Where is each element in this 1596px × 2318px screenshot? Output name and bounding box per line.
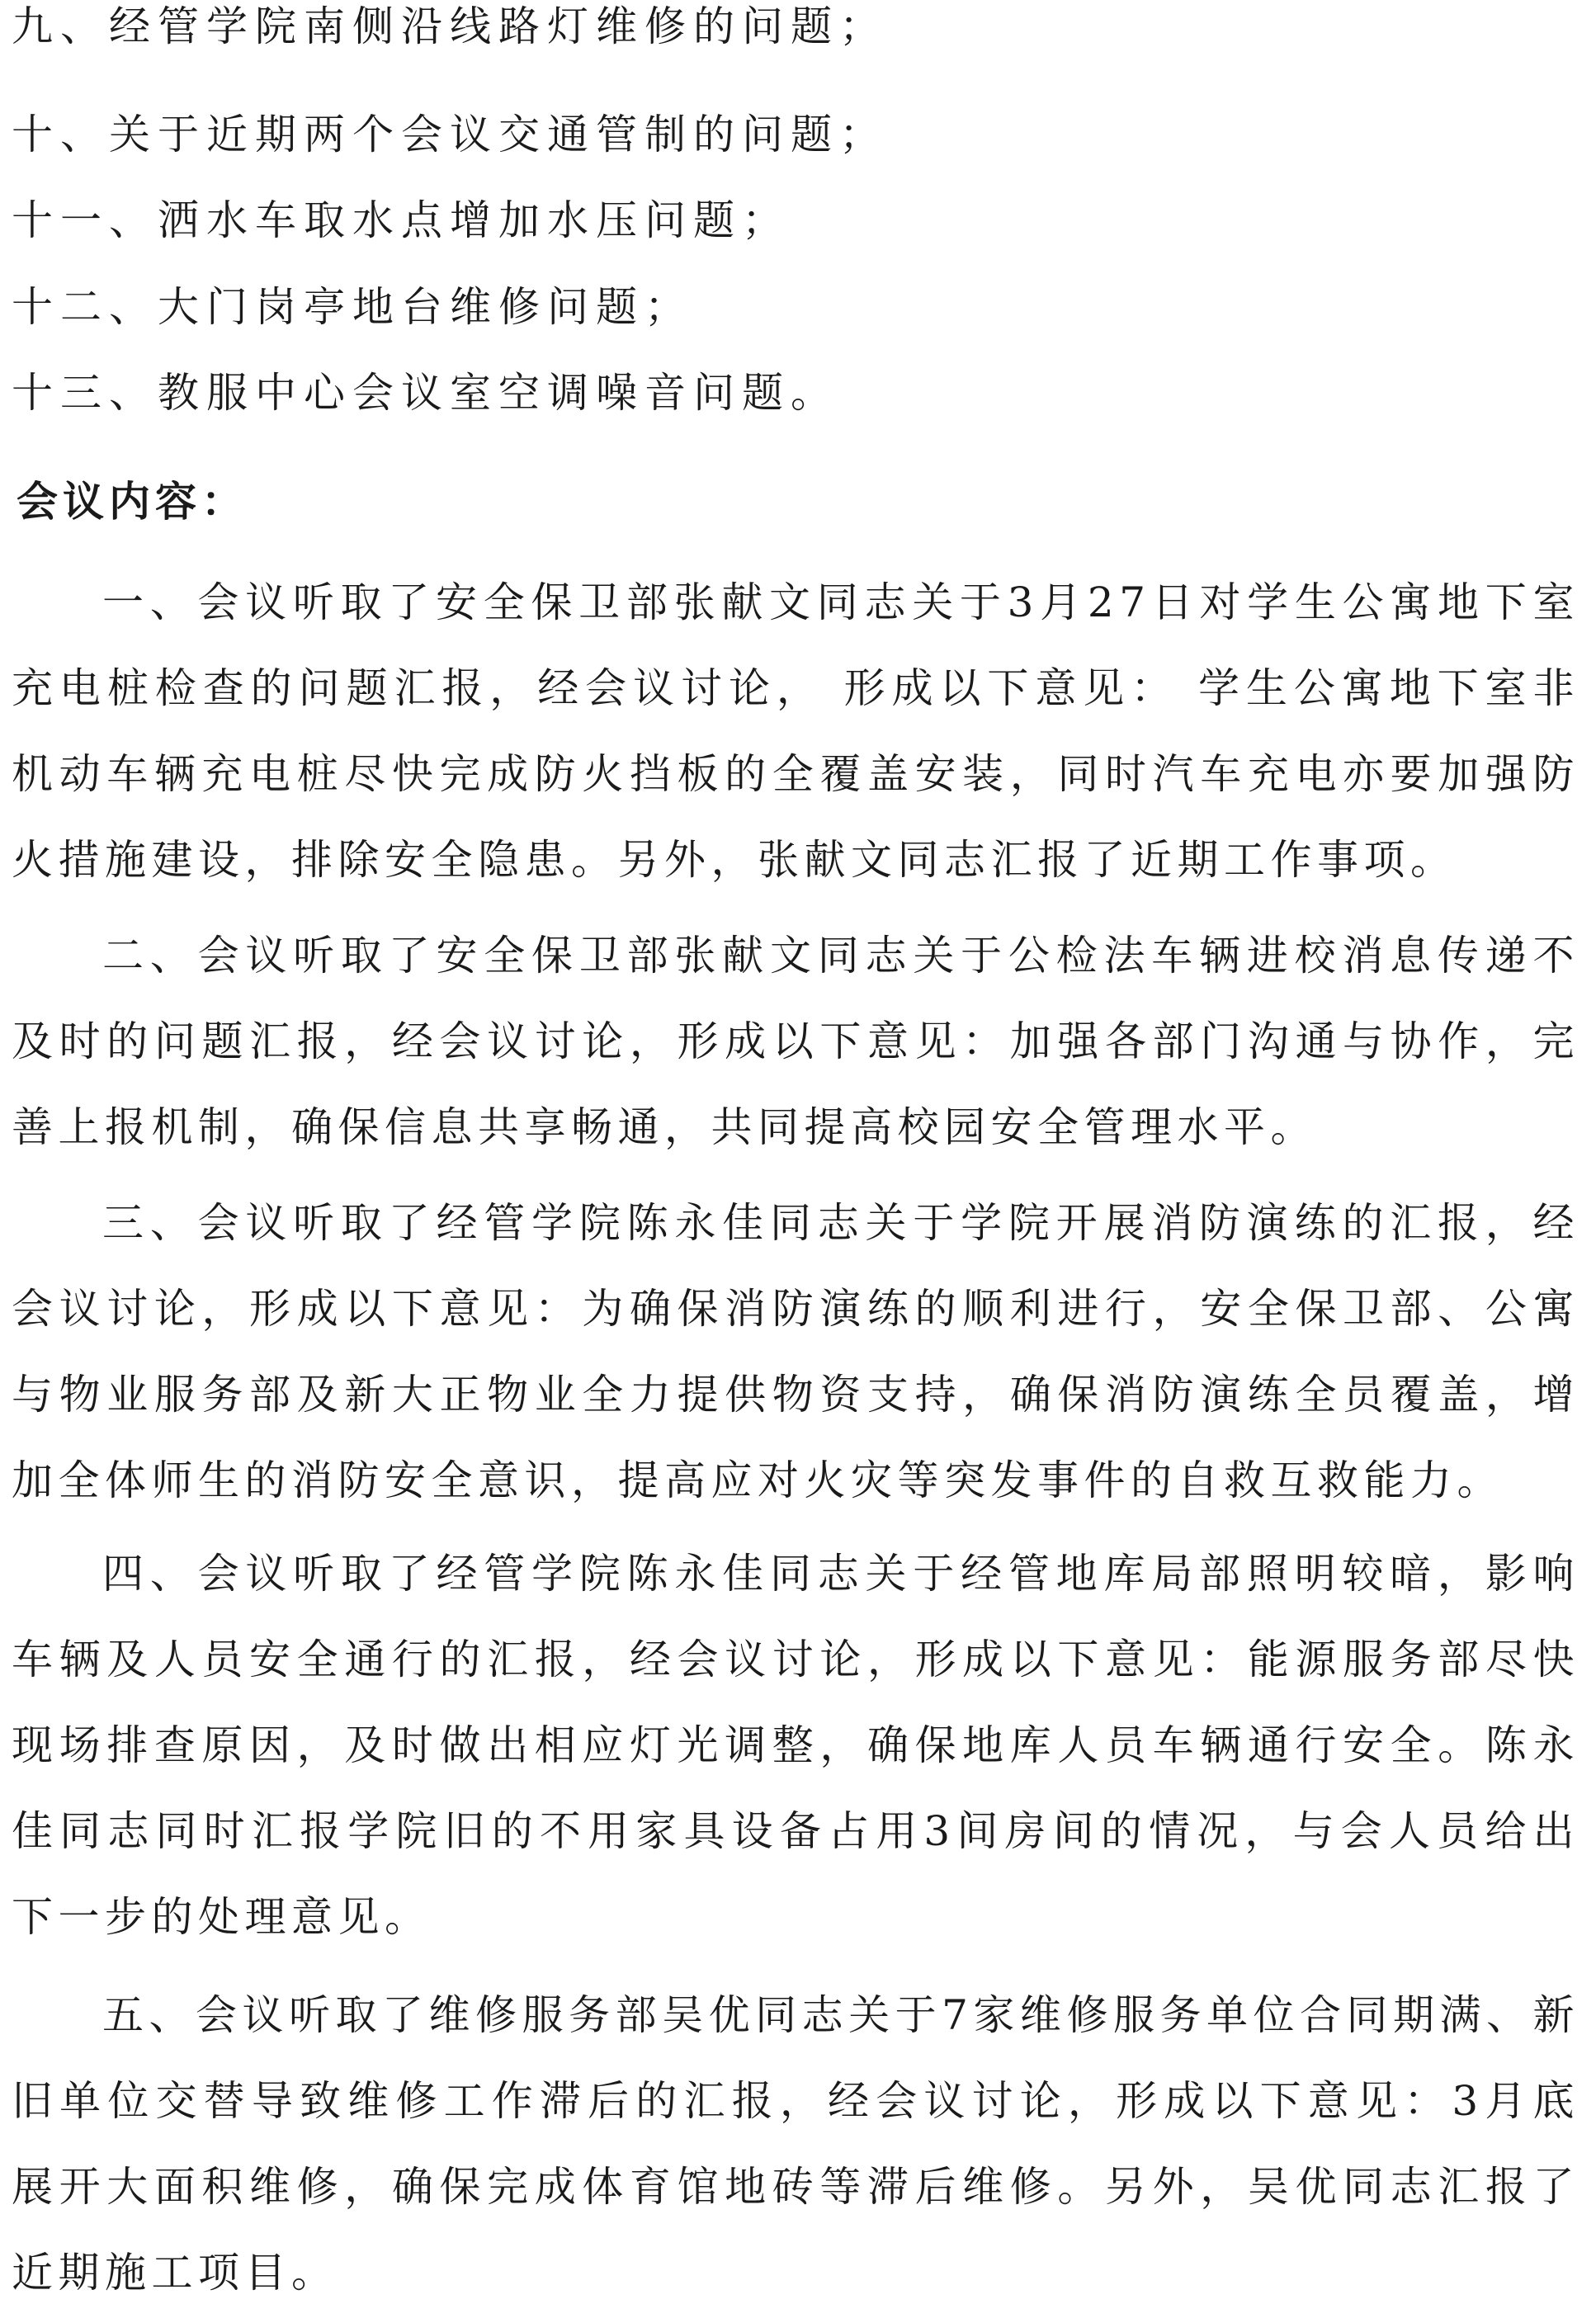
minutes-paragraph-2: 二、会议听取了安全保卫部张献文同志关于公检法车辆进校消息传递不及时的问题汇报，经会议讨论，形成以下意见：加强各部门沟通与协作，完善上报机制，确保信息共享畅通，共同提高校园安全管理水平。 [12, 932, 1579, 1151]
agenda-item-10: 十、关于近期两个会议交通管制的问题； [12, 111, 888, 158]
meeting-content-heading: 会议内容： [17, 478, 248, 526]
minutes-paragraph-5: 五、会议听取了维修服务部吴优同志关于7家维修服务单位合同期满、新旧单位交替导致维修工作滞后的汇报，经会议讨论，形成以下意见：3月底展开大面积维修，确保完成体育馆地砖等滞后维修。另外，吴优同志汇报了近期施工项目。 [12, 1991, 1579, 2297]
agenda-item-12: 十二、大门岗亭地台维修问题； [12, 283, 693, 331]
agenda-item-11: 十一、洒水车取水点增加水压问题； [12, 196, 791, 244]
agenda-item-13: 十三、教服中心会议室空调噪音问题。 [12, 369, 839, 417]
minutes-paragraph-1: 一、会议听取了安全保卫部张献文同志关于3月27日对学生公寓地下室充电桩检查的问题汇报，经会议讨论， 形成以下意见： 学生公寓地下室非机动车辆充电桩尽快完成防火挡板的全覆盖安装，同时汽车充电亦要加强防火措施建设，排除安全隐患。另外，张献文同志汇报了近期工作事项。 [12, 578, 1579, 884]
agenda-item-9: 九、经管学院南侧沿线路灯维修的问题； [12, 2, 888, 50]
minutes-paragraph-4: 四、会议听取了经管学院陈永佳同志关于经管地库局部照明较暗，影响车辆及人员安全通行的汇报，经会议讨论，形成以下意见：能源服务部尽快现场排查原因，及时做出相应灯光调整，确保地库人员车辆通行安全。陈永佳同志同时汇报学院旧的不用家具设备占用3间房间的情况，与会人员给出下一步的处理意见。 [12, 1550, 1579, 1941]
minutes-paragraph-3: 三、会议听取了经管学院陈永佳同志关于学院开展消防演练的汇报，经会议讨论，形成以下意见：为确保消防演练的顺利进行，安全保卫部、公寓与物业服务部及新大正物业全力提供物资支持，确保消防演练全员覆盖，增加全体师生的消防安全意识，提高应对火灾等突发事件的自救互救能力。 [12, 1199, 1579, 1504]
